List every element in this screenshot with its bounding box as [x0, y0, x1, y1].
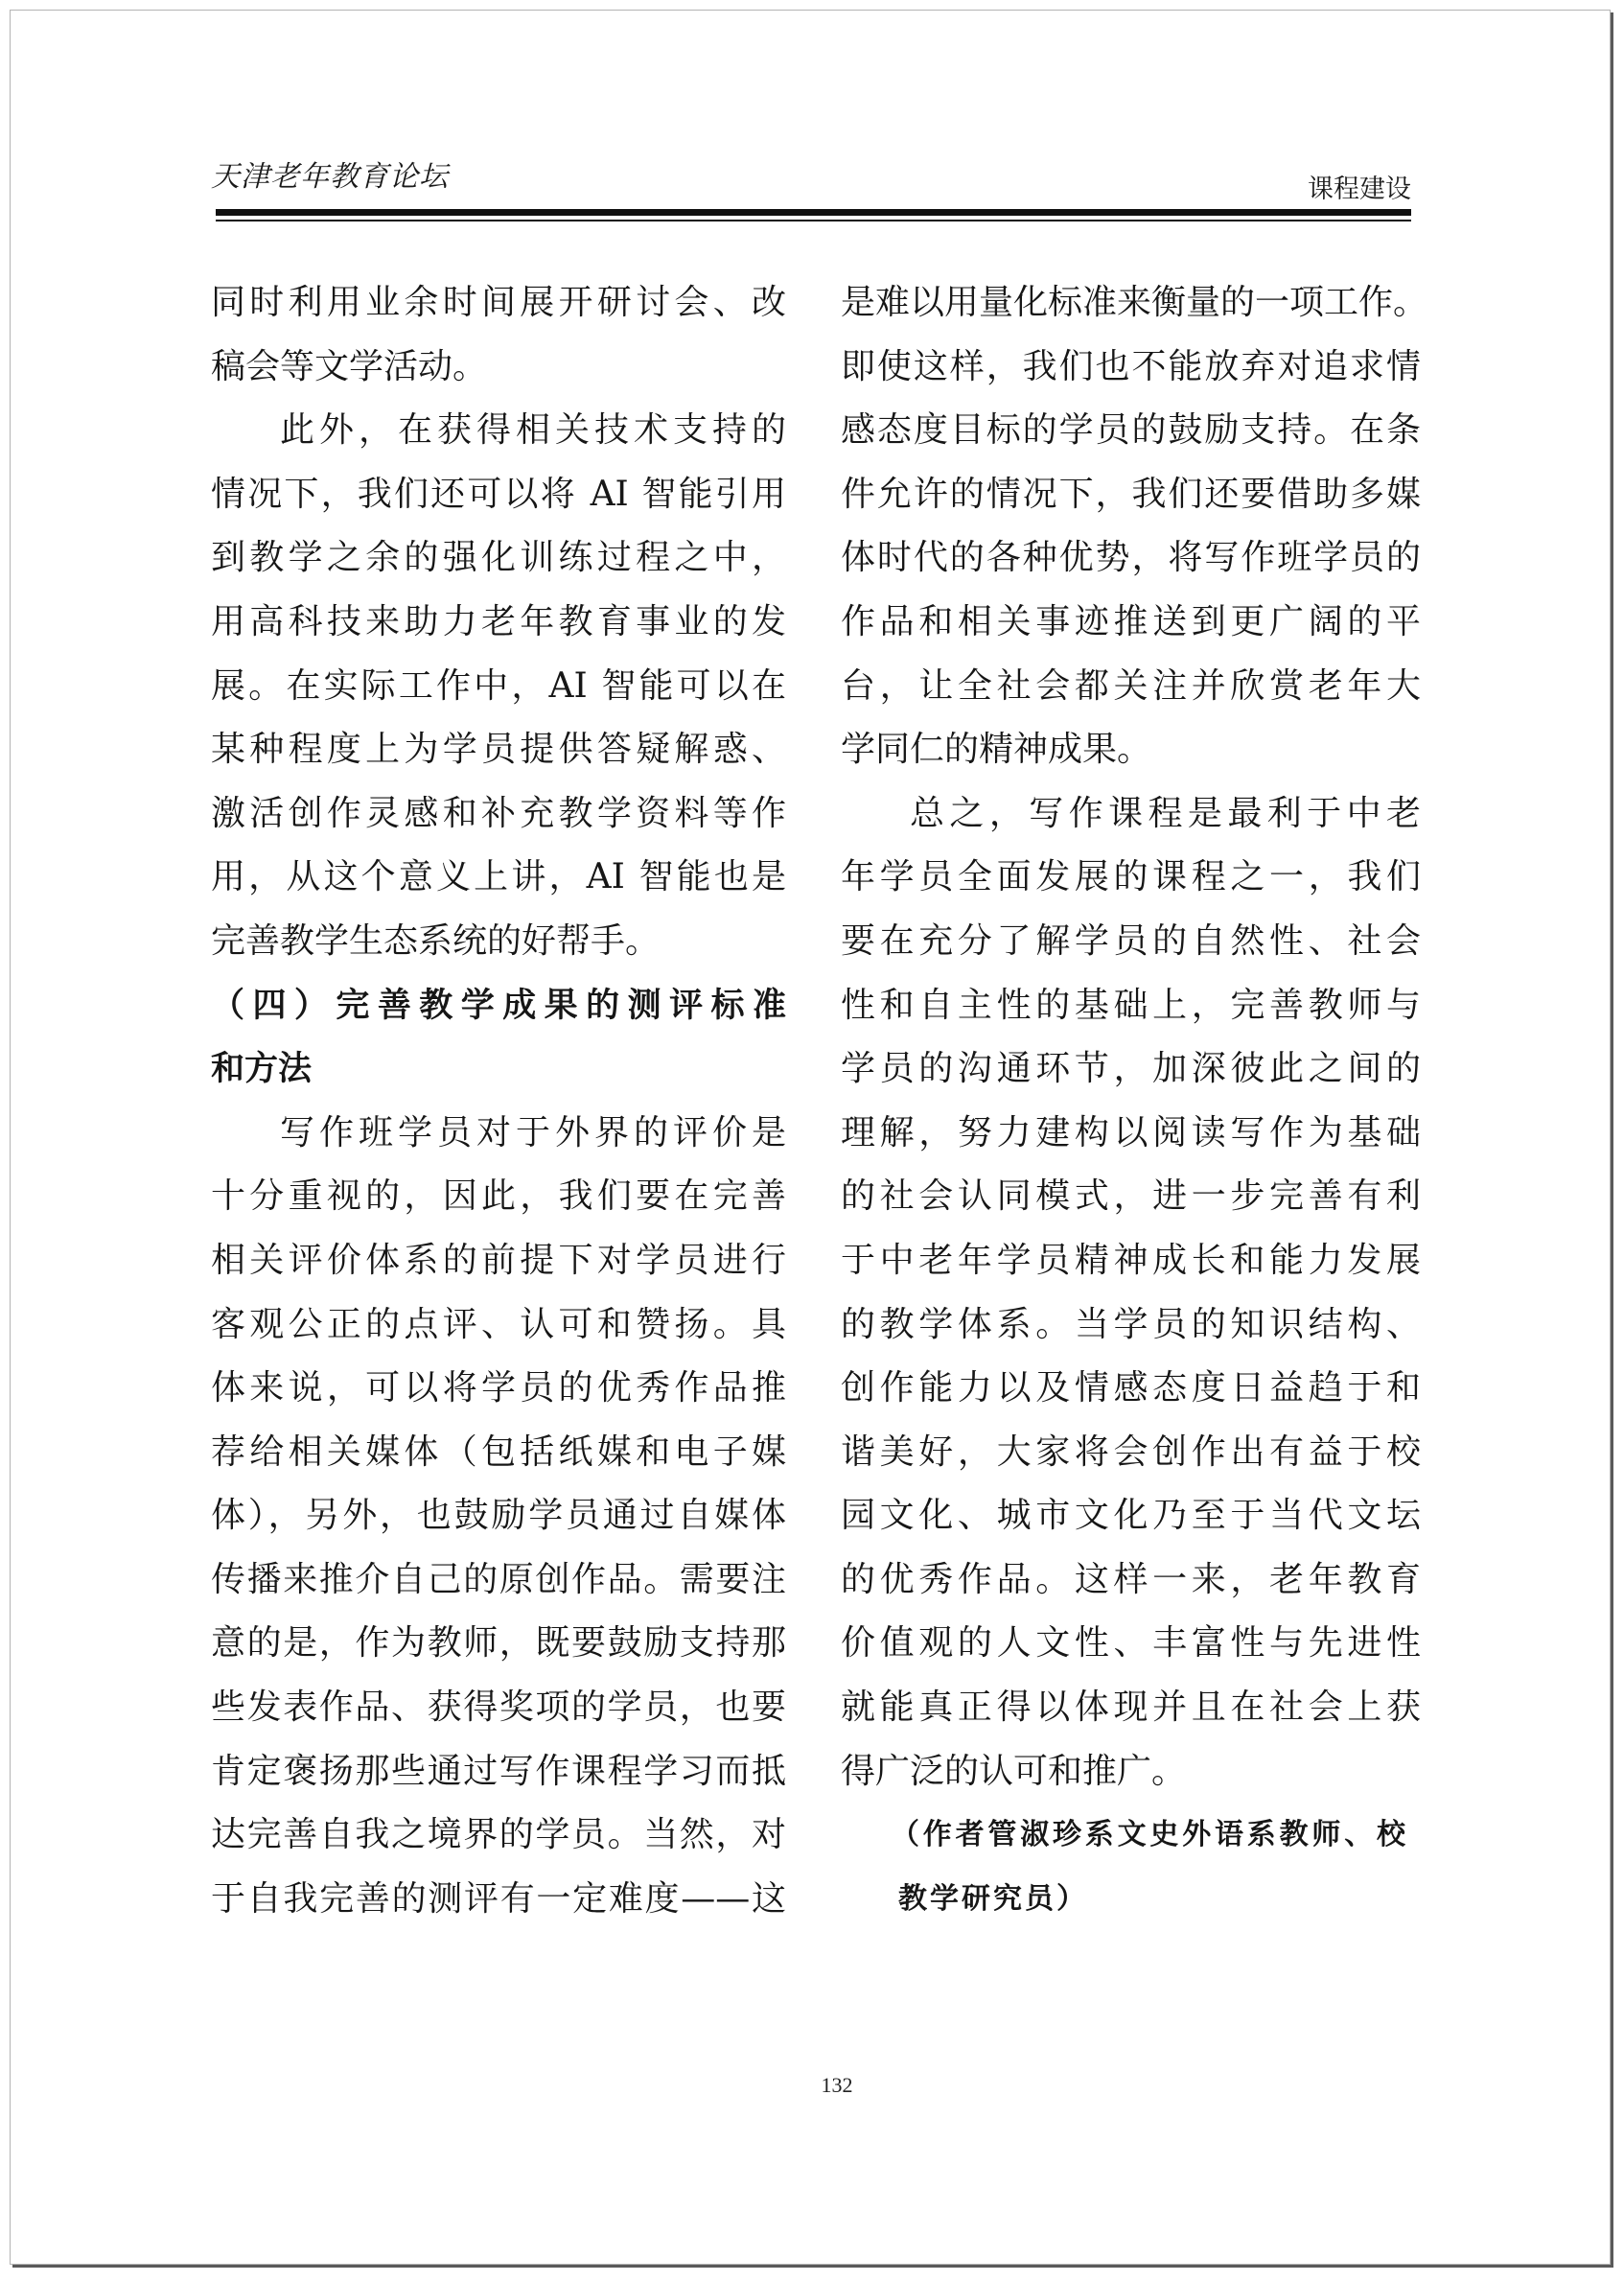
- text-line: 相关评价体系的前提下对学员进行: [211, 1240, 786, 1280]
- left-column: [211, 271, 786, 1931]
- text-line: 得广泛的认可和推广。: [841, 1751, 1187, 1791]
- text-line: 体），另外，也鼓励学员通过自媒体: [211, 1496, 786, 1536]
- text-line: 体来说，可以将学员的优秀作品推: [211, 1368, 786, 1408]
- text-line: 用高科技来助力老年教育事业的发: [211, 601, 786, 641]
- text-line: 客观公正的点评、认可和赞扬。具: [211, 1304, 786, 1344]
- author-note-line: 教学研究员）: [898, 1881, 1088, 1916]
- text-line: 展。在实际工作中，AI 智能可以在: [211, 665, 786, 706]
- paragraph: [841, 782, 1421, 1804]
- section-heading-line: 和方法: [211, 1050, 313, 1089]
- text-line: 是难以用量化标准来衡量的一项工作。: [841, 283, 1428, 322]
- text-line: 些发表作品、获得奖项的学员，也要: [211, 1687, 786, 1728]
- text-line: 传播来推介自己的原创作品。需要注: [211, 1559, 786, 1599]
- text-line: 稿会等文学活动。: [211, 346, 488, 386]
- text-line: 谐美好，大家将会创作出有益于校: [841, 1431, 1421, 1472]
- journal-logo: 天津老年教育论坛: [211, 160, 449, 194]
- text-line: 某种程度上为学员提供答疑解惑、: [211, 730, 786, 770]
- text-line: 达完善自我之境界的学员。当然，对: [211, 1815, 786, 1855]
- section-heading-line: （四）完善教学成果的测评标准: [211, 986, 786, 1025]
- section-label: 课程建设: [1308, 175, 1411, 204]
- author-note: [841, 1804, 1421, 1931]
- author-note-line: （作者管淑珍系文史外语系教师、校: [891, 1818, 1408, 1852]
- text-line: 体时代的各种优势，将写作班学员的: [841, 538, 1421, 578]
- right-column: [841, 271, 1428, 1931]
- text-line: 完善教学生态系统的好帮手。: [211, 920, 661, 961]
- text-line: 总之，写作课程是最利于中老: [910, 793, 1421, 833]
- text-line: 同时利用业余时间展开研讨会、改: [211, 283, 786, 322]
- text-line: 的教学体系。当学员的知识结构、: [841, 1304, 1421, 1344]
- text-line: 园文化、城市文化乃至于当代文坛: [841, 1496, 1421, 1536]
- text-line: 写作班学员对于外界的评价是: [280, 1112, 786, 1152]
- text-line: 的社会认同模式，进一步完善有利: [841, 1176, 1421, 1217]
- paragraph: [211, 399, 786, 973]
- header-rule-thin: [216, 220, 1411, 221]
- text-line: 意的是，作为教师，既要鼓励支持那: [211, 1623, 786, 1664]
- text-line: 年学员全面发展的课程之一，我们: [841, 857, 1421, 897]
- text-line: 件允许的情况下，我们还要借助多媒: [841, 474, 1421, 514]
- text-line: 的优秀作品。这样一来，老年教育: [841, 1559, 1421, 1599]
- text-line: 于自我完善的测评有一定难度——这: [211, 1878, 786, 1919]
- text-line: 即使这样，我们也不能放弃对追求情: [841, 346, 1421, 386]
- paragraph: [211, 271, 786, 399]
- text-line: 情况下，我们还可以将 AI 智能引用: [211, 474, 786, 514]
- text-line: 十分重视的，因此，我们要在完善: [211, 1176, 786, 1217]
- header-rule-thick: [216, 209, 1411, 216]
- text-line: 要在充分了解学员的自然性、社会: [841, 920, 1421, 961]
- text-line: 用，从这个意义上讲，AI 智能也是: [211, 857, 786, 897]
- text-line: 学员的沟通环节，加深彼此之间的: [841, 1049, 1421, 1089]
- text-line: 激活创作灵感和补充教学资料等作: [211, 793, 786, 833]
- text-line: 就能真正得以体现并且在社会上获: [841, 1687, 1421, 1728]
- text-line: 肯定褒扬那些通过写作课程学习而抵: [211, 1751, 786, 1791]
- text-line: 作品和相关事迹推送到更广阔的平: [841, 601, 1421, 641]
- text-line: 价值观的人文性、丰富性与先进性: [841, 1623, 1421, 1664]
- text-line: 理解，努力建构以阅读写作为基础: [841, 1112, 1421, 1152]
- text-line: 学同仁的精神成果。: [841, 730, 1152, 770]
- text-line: 荐给相关媒体（包括纸媒和电子媒: [211, 1431, 786, 1472]
- text-line: 此外，在获得相关技术支持的: [280, 410, 786, 451]
- paragraph: [211, 1102, 786, 1932]
- text-line: 创作能力以及情感态度日益趋于和: [841, 1368, 1421, 1408]
- text-line: 于中老年学员精神成长和能力发展: [841, 1240, 1421, 1280]
- text-line: 性和自主性的基础上，完善教师与: [841, 985, 1421, 1025]
- section-heading: [211, 974, 786, 1102]
- text-line: 到教学之余的强化训练过程之中，: [211, 538, 786, 578]
- text-line: 台，让全社会都关注并欣赏老年大: [841, 665, 1421, 706]
- text-line: 感态度目标的学员的鼓励支持。在条: [841, 410, 1421, 451]
- paragraph: [841, 271, 1428, 782]
- page-number: 132: [821, 2073, 853, 2097]
